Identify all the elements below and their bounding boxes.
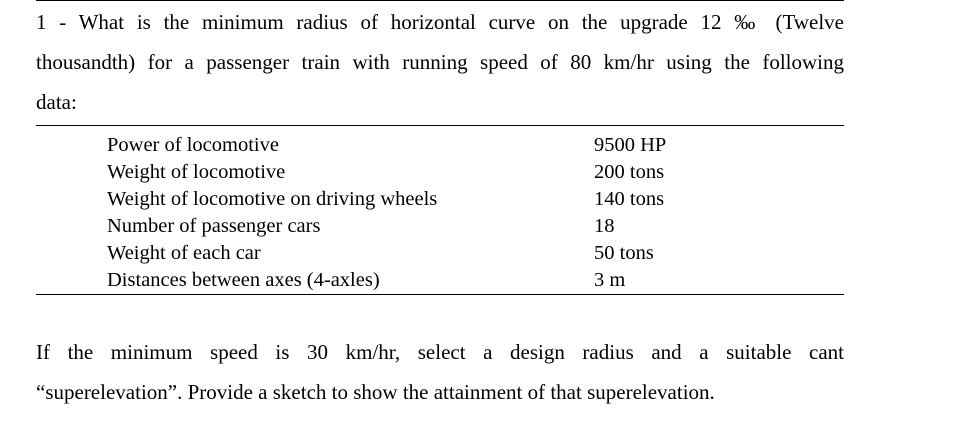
table-row	[107, 186, 807, 213]
table-value: 18	[594, 215, 615, 237]
followup-line-1: If the minimum speed is 30 km/hr, select a design radius and a suitable cant	[36, 340, 844, 364]
question-line-3: data:	[36, 90, 77, 114]
top-rule	[36, 0, 844, 1]
table-row	[107, 240, 807, 267]
table-param: Weight of locomotive	[107, 161, 286, 183]
table-param: Number of passenger cars	[107, 215, 321, 237]
table-top-rule	[36, 125, 844, 126]
table-row	[107, 213, 807, 240]
table-value: 50 tons	[594, 242, 654, 264]
followup-line-2: “superelevation”. Provide a sketch to show the attainment of that superelevation.	[36, 380, 715, 404]
table-param: Distances between axes (4-axles)	[107, 269, 380, 291]
followup-paragraph	[36, 332, 844, 412]
question-line-2: thousandth) for a passenger train with running speed of 80 km/hr using the following	[36, 50, 844, 74]
table-value: 140 tons	[594, 188, 665, 210]
table-row	[107, 132, 807, 159]
question-line-1: 1 - What is the minimum radius of horizontal curve on the upgrade 12 ‰ (Twelve	[36, 10, 844, 34]
question-paragraph	[36, 2, 844, 122]
table-value: 3 m	[594, 269, 626, 291]
table-value: 9500 HP	[594, 134, 667, 156]
table-row	[107, 159, 807, 186]
table-value: 200 tons	[594, 161, 665, 183]
data-table	[107, 132, 807, 294]
table-param: Power of locomotive	[107, 134, 279, 156]
table-param: Weight of locomotive on driving wheels	[107, 188, 438, 210]
table-row	[107, 267, 807, 294]
table-bottom-rule	[36, 294, 844, 295]
table-param: Weight of each car	[107, 242, 261, 264]
